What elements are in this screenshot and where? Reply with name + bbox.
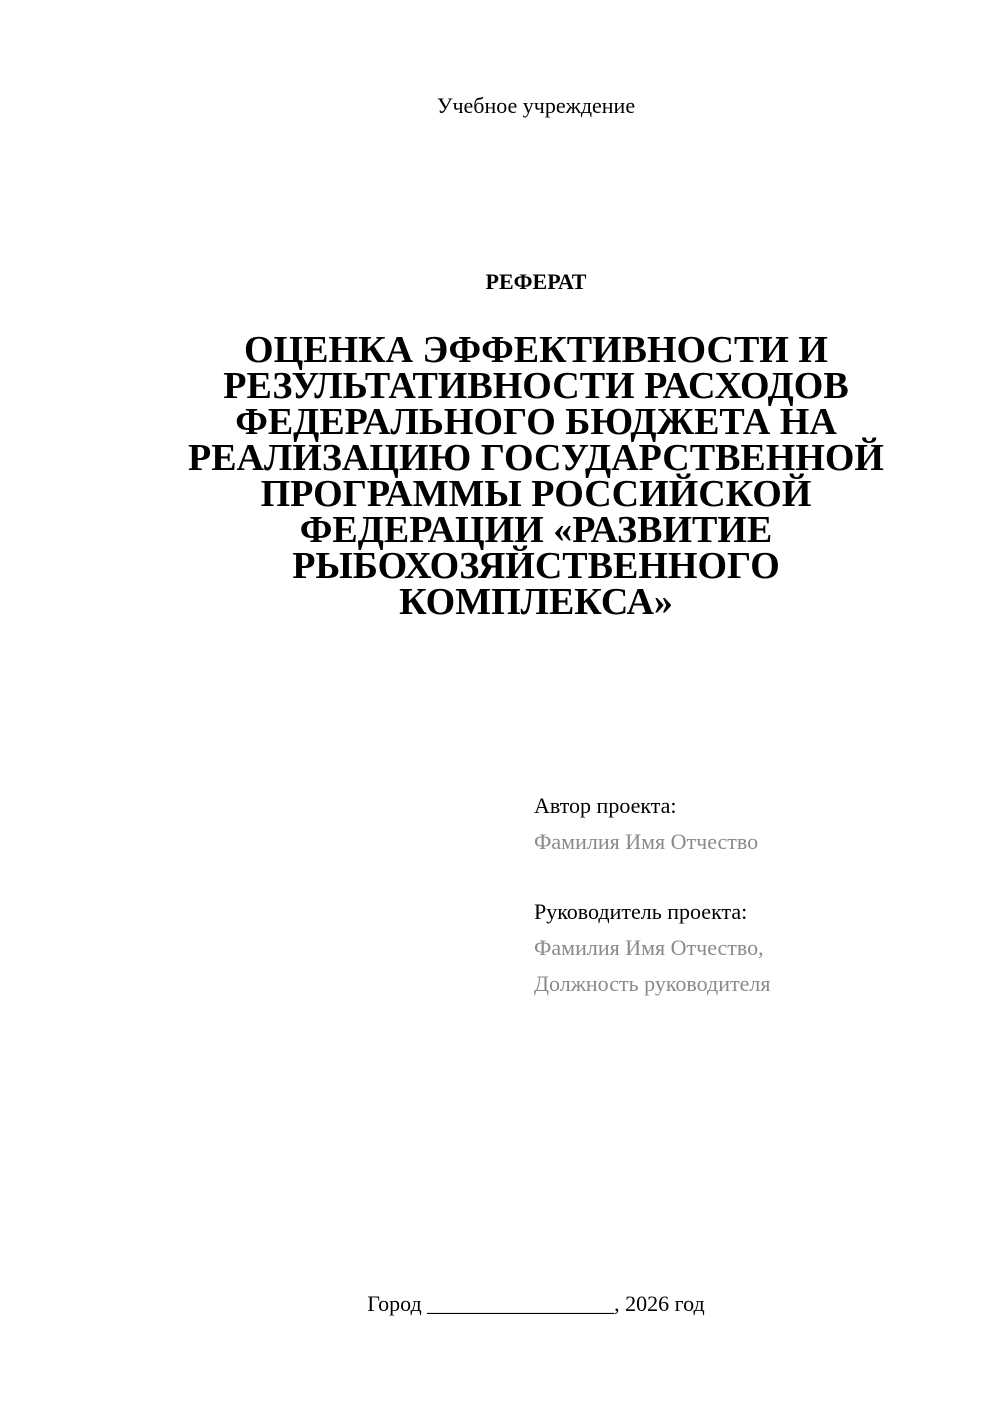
title-line: РЕАЛИЗАЦИЮ ГОСУДАРСТВЕННОЙ xyxy=(188,437,884,479)
city-year-line: Город _________________, 2026 год xyxy=(367,1291,705,1316)
block-spacer xyxy=(534,860,770,894)
title-line: ОЦЕНКА ЭФФЕКТИВНОСТИ И xyxy=(244,329,828,371)
document-title xyxy=(150,329,922,623)
title-line: ПРОГРАММЫ РОССИЙСКОЙ xyxy=(260,473,812,515)
title-line: КОМПЛЕКСА» xyxy=(399,581,673,623)
title-line: РЕЗУЛЬТАТИВНОСТИ РАСХОДОВ xyxy=(223,365,849,407)
title-line: ФЕДЕРАЦИИ «РАЗВИТИЕ xyxy=(299,509,773,551)
title-line: РЫБОХОЗЯЙСТВЕННОГО xyxy=(292,545,780,587)
supervisor-name: Фамилия Имя Отчество, xyxy=(534,935,764,960)
document-type: РЕФЕРАТ xyxy=(485,269,587,294)
institution-name: Учебное учреждение xyxy=(436,93,636,118)
supervisor-position: Должность руководителя xyxy=(534,971,771,996)
author-name: Фамилия Имя Отчество xyxy=(534,829,759,854)
title-line: ФЕДЕРАЛЬНОГО БЮДЖЕТА НА xyxy=(235,401,837,443)
author-info-block xyxy=(534,788,770,1002)
author-label: Автор проекта: xyxy=(534,793,677,818)
supervisor-label: Руководитель проекта: xyxy=(534,899,748,924)
